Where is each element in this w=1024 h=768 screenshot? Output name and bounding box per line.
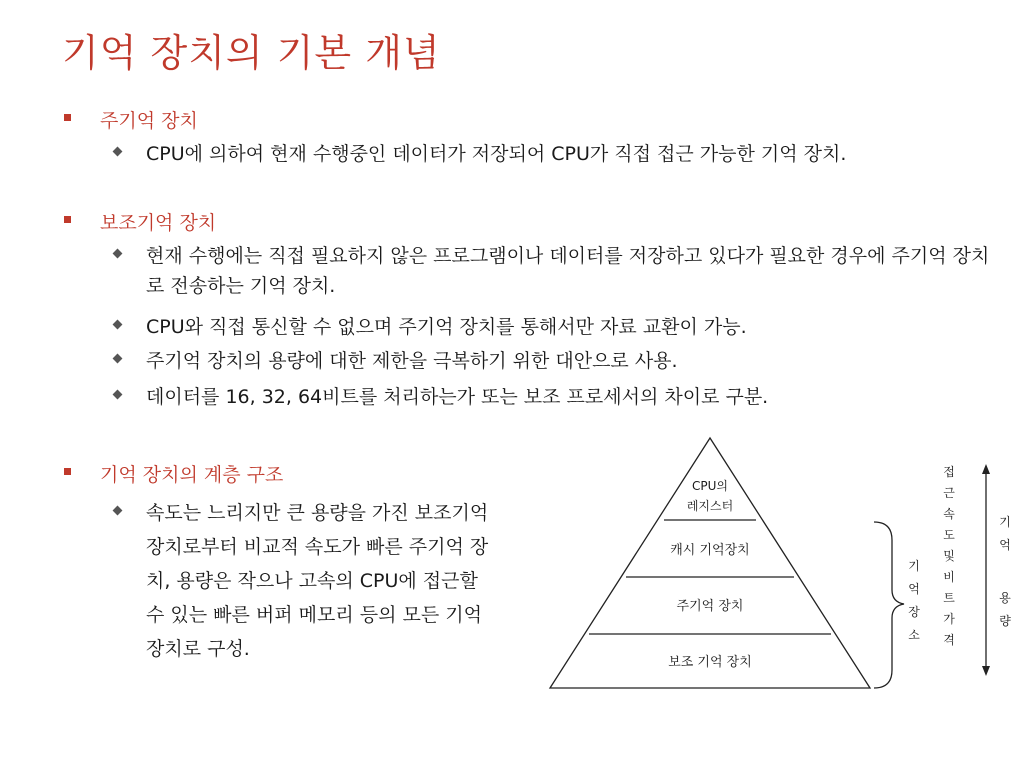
level-cpu-register-line2: 레지스터 bbox=[686, 499, 734, 513]
memory-hierarchy-diagram bbox=[540, 430, 1020, 700]
diamond-bullet-icon bbox=[113, 506, 123, 516]
square-bullet-icon bbox=[64, 114, 71, 121]
diamond-bullet-icon bbox=[113, 354, 123, 364]
arrow-down-icon bbox=[982, 666, 990, 676]
diamond-bullet-icon bbox=[113, 320, 123, 330]
diamond-bullet-icon bbox=[113, 390, 123, 400]
storage-brace-label: 기 억 장 소 bbox=[908, 559, 920, 642]
diamond-bullet-icon bbox=[113, 147, 123, 157]
square-bullet-icon bbox=[64, 468, 71, 475]
capacity-label: 기 억 용 량 bbox=[999, 515, 1011, 628]
square-bullet-icon bbox=[64, 216, 71, 223]
brace-icon bbox=[874, 522, 904, 688]
access-speed-label: 접 근 속 도 및 비 트 가 격 bbox=[943, 465, 955, 647]
diamond-bullet-icon bbox=[113, 249, 123, 259]
level-cpu-register-line1: CPU의 bbox=[692, 479, 728, 493]
pyramid-outline bbox=[550, 438, 870, 688]
level-aux-memory: 보조 기억 장치 bbox=[668, 655, 752, 670]
level-main-memory: 주기억 장치 bbox=[676, 599, 744, 614]
level-cache: 캐시 기억장치 bbox=[670, 543, 750, 558]
arrow-up-icon bbox=[982, 464, 990, 474]
page-title: 기억 장치의 기본 개념 bbox=[62, 31, 441, 75]
